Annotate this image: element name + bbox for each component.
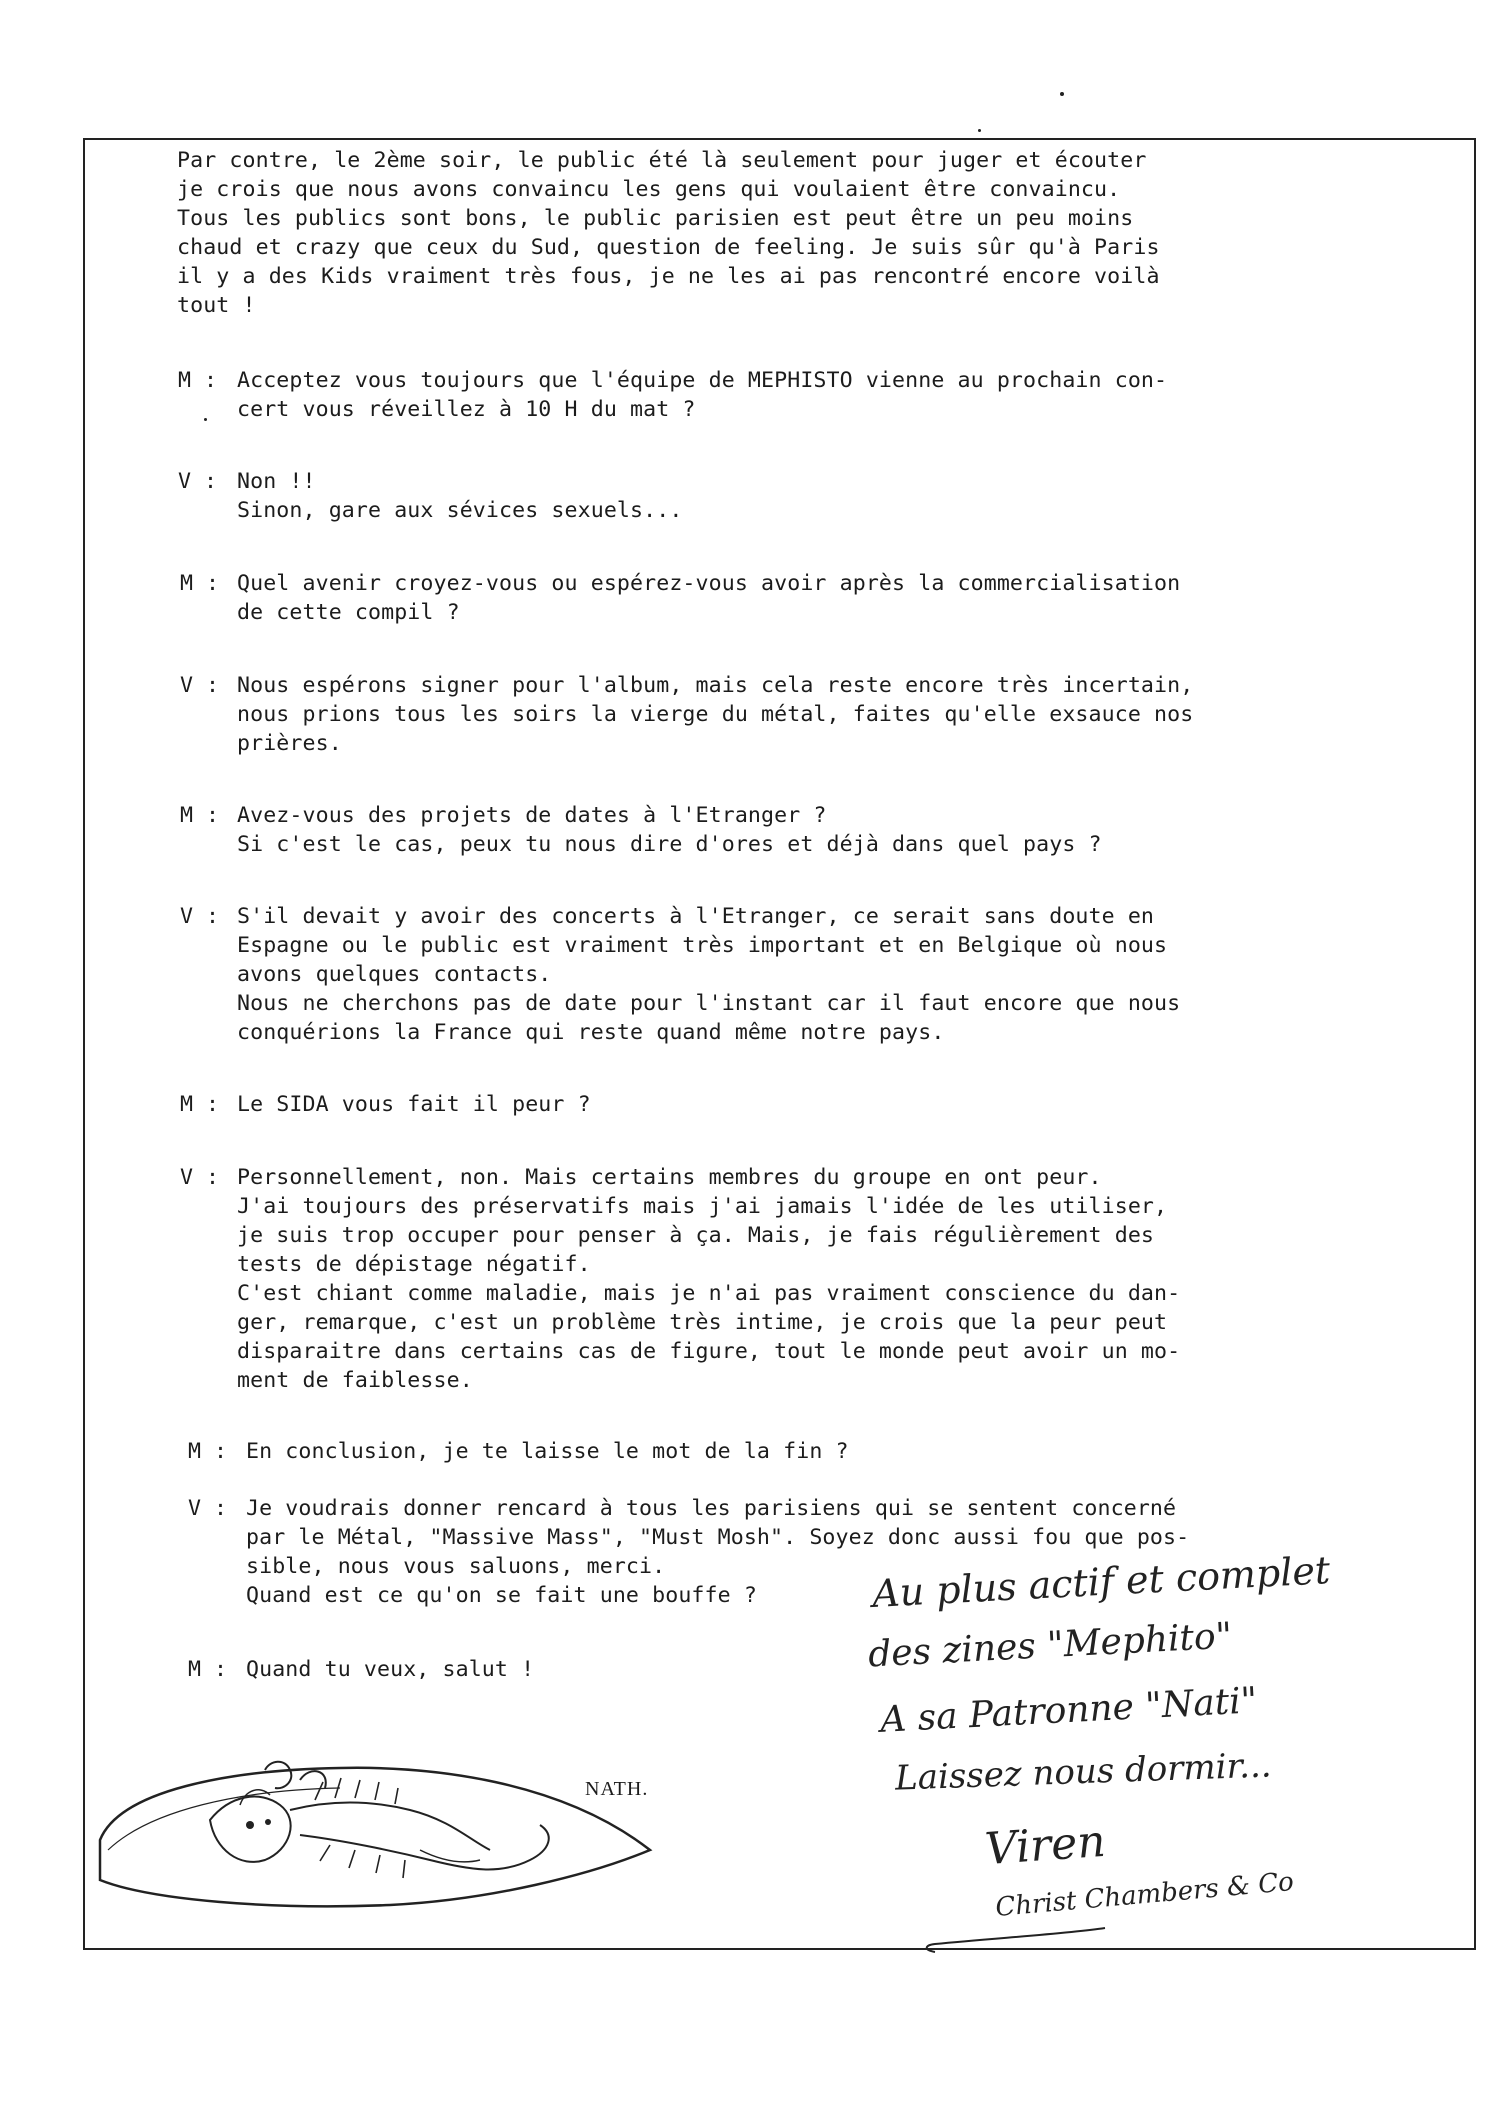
answer-line: tests de dépistage négatif.: [237, 1252, 591, 1277]
handwritten-line: A sa Patronne "Nati": [879, 1680, 1259, 1741]
answer-line: cert vous réveillez à 10 H du mat ?: [237, 397, 696, 422]
answer-line: ment de faiblesse.: [237, 1368, 473, 1393]
intro-line: chaud et crazy que ceux du Sud, question de feeling. Je suis sûr qu'à Paris: [177, 235, 1160, 260]
answer-line: nous prions tous les soirs la vierge du métal, faites qu'elle exsauce nos: [237, 702, 1194, 727]
intro-line: Tous les publics sont bons, le public parisien est peut être un peu moins: [177, 206, 1134, 231]
scan-speck: [978, 129, 981, 132]
answer-line: Espagne ou le public est vraiment très important et en Belgique où nous: [237, 933, 1168, 958]
answer-line: Nous ne cherchons pas de date pour l'instant car il faut encore que nous: [237, 991, 1181, 1016]
speaker-label: M :: [188, 1439, 228, 1464]
answer-line: avons quelques contacts.: [237, 962, 552, 987]
drawing-signature: NATH.: [585, 1778, 649, 1800]
answer-line: S'il devait y avoir des concerts à l'Etranger, ce serait sans doute en: [237, 904, 1155, 929]
answer-line: Acceptez vous toujours que l'équipe de MEPHISTO vienne au prochain con-: [237, 368, 1168, 393]
intro-line: il y a des Kids vraiment très fous, je ne les ai pas rencontré encore voilà: [177, 264, 1160, 289]
speaker-label: V :: [188, 1496, 228, 1521]
speaker-label: M :: [178, 368, 218, 393]
intro-line: je crois que nous avons convaincu les gens qui voulaient être convaincu.: [177, 177, 1121, 202]
scan-speck: [204, 418, 207, 421]
answer-line: Personnellement, non. Mais certains membres du groupe en ont peur.: [237, 1165, 1102, 1190]
answer-line: Non !!: [237, 469, 316, 494]
answer-line: Avez-vous des projets de dates à l'Etranger ?: [237, 803, 827, 828]
intro-line: Par contre, le 2ème soir, le public été là seulement pour juger et écouter: [177, 148, 1147, 173]
answer-line: conquérions la France qui reste quand même notre pays.: [237, 1020, 945, 1045]
answer-line: je suis trop occuper pour penser à ça. Mais, je fais régulièrement des: [237, 1223, 1155, 1248]
handwritten-line: Au plus actif et complet: [871, 1548, 1332, 1616]
answer-line: de cette compil ?: [237, 600, 460, 625]
handwritten-line: Christ Chambers & Co: [994, 1867, 1296, 1923]
answer-line: Si c'est le cas, peux tu nous dire d'ores et déjà dans quel pays ?: [237, 832, 1102, 857]
handwritten-signature: Viren: [983, 1815, 1108, 1876]
scorpion-drawing: [90, 1700, 690, 1940]
speaker-label: V :: [180, 673, 220, 698]
answer-line: Quand est ce qu'on se fait une bouffe ?: [246, 1583, 757, 1608]
speaker-label: M :: [180, 571, 220, 596]
answer-line: prières.: [237, 731, 342, 756]
answer-line: par le Métal, "Massive Mass", "Must Mosh". Soyez donc aussi fou que pos-: [246, 1525, 1190, 1550]
scan-speck: [1060, 92, 1064, 96]
speaker-label: M :: [188, 1657, 228, 1682]
speaker-label: V :: [180, 1165, 220, 1190]
answer-line: C'est chiant comme maladie, mais je n'ai pas vraiment conscience du dan-: [237, 1281, 1181, 1306]
answer-line: ger, remarque, c'est un problème très intime, je crois que la peur peut: [237, 1310, 1168, 1335]
handwritten-line: Laissez nous dormir...: [894, 1745, 1273, 1799]
speaker-label: V :: [178, 469, 218, 494]
speaker-label: M :: [180, 1092, 220, 1117]
answer-line: En conclusion, je te laisse le mot de la fin ?: [246, 1439, 849, 1464]
answer-line: Je voudrais donner rencard à tous les parisiens qui se sentent concerné: [246, 1496, 1177, 1521]
answer-line: Quel avenir croyez-vous ou espérez-vous avoir après la commercialisation: [237, 571, 1181, 596]
answer-line: Sinon, gare aux sévices sexuels...: [237, 498, 683, 523]
answer-line: Quand tu veux, salut !: [246, 1657, 535, 1682]
intro-line: tout !: [177, 293, 256, 318]
answer-line: Nous espérons signer pour l'album, mais cela reste encore très incertain,: [237, 673, 1194, 698]
handwritten-line: des zines "Mephito": [867, 1615, 1234, 1676]
speaker-label: V :: [180, 904, 220, 929]
signature-flourish: [915, 1920, 1115, 1960]
answer-line: sible, nous vous saluons, merci.: [246, 1554, 666, 1579]
answer-line: J'ai toujours des préservatifs mais j'ai jamais l'idée de les utiliser,: [237, 1194, 1168, 1219]
answer-line: Le SIDA vous fait il peur ?: [237, 1092, 591, 1117]
speaker-label: M :: [180, 803, 220, 828]
answer-line: disparaitre dans certains cas de figure, tout le monde peut avoir un mo-: [237, 1339, 1181, 1364]
